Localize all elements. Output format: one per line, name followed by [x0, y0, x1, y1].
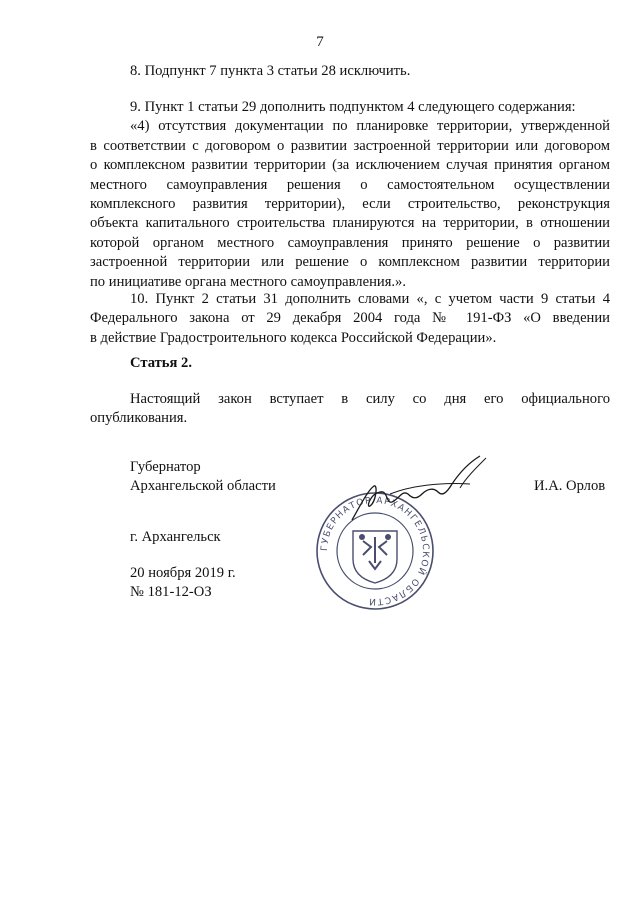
- item-9-line: комплексного развития территории), если строительство, реконструкция: [90, 196, 610, 213]
- article-2-line: Настоящий закон вступает в силу со дня его официального: [130, 391, 610, 407]
- law-date: 20 ноября 2019 г.: [130, 565, 236, 581]
- item-9-line: по инициативе органа местного самоуправления.».: [90, 273, 406, 290]
- position-line-2: Архангельской области: [130, 478, 276, 495]
- article-2-line: опубликования.: [90, 410, 188, 427]
- law-number: № 181-12-ОЗ: [130, 584, 212, 601]
- item-9-line: объекта капитального строительства планируются на территории, в отношении: [90, 215, 610, 232]
- item-9-line: которой органом местного самоуправления принято решение о развитии: [90, 234, 610, 251]
- position-line-1: Губернатор: [130, 459, 201, 475]
- item-9-line: местного самоуправления решения о самостоятельном осуществлении: [90, 176, 610, 193]
- article-2-body: [90, 390, 610, 429]
- item-10-line: Федерального закона от 29 декабря 2004 года № 191-ФЗ «О введении: [90, 310, 610, 327]
- paragraph-item-10: [90, 290, 610, 348]
- paragraph-item-9: [90, 98, 610, 292]
- signatory-name: И.А. Орлов: [534, 478, 606, 494]
- handwritten-signature-icon: [330, 454, 500, 524]
- item-9-line: «4) отсутствия документации по планировке территории, утвержденной: [130, 118, 610, 135]
- city: г. Архангельск: [130, 529, 221, 545]
- item-9-line: о комплексном развитии территории (за исключением случая принятия органом: [90, 157, 610, 174]
- paragraph-item-8: [90, 62, 610, 81]
- page-number: 7: [316, 34, 324, 50]
- seal-emblem: [353, 531, 397, 583]
- article-2-heading: Статья 2.: [130, 355, 192, 371]
- article-2-heading-block: [90, 354, 610, 373]
- item-10-line: в действие Градостроительного кодекса Российской Федерации».: [90, 329, 497, 346]
- date-number-block: [130, 564, 236, 603]
- item-9-line: в соответствии с договором о развитии застроенной территории или договором: [90, 137, 610, 154]
- signatory-position: [130, 458, 276, 497]
- item-10-line: 10. Пункт 2 статьи 31 дополнить словами «, с учетом части 9 статьи 4: [130, 291, 610, 307]
- item-9-line: застроенной территории или решение о комплексном развитии территории: [90, 254, 610, 271]
- seal-text: ГУБЕРНАТОР АРХАНГЕЛЬСКОЙ ОБЛАСТИ: [319, 495, 431, 607]
- item-8-text: 8. Подпункт 7 пункта 3 статьи 28 исключить.: [130, 63, 411, 79]
- item-9-line: 9. Пункт 1 статьи 29 дополнить подпунктом 4 следующего содержания:: [130, 99, 576, 115]
